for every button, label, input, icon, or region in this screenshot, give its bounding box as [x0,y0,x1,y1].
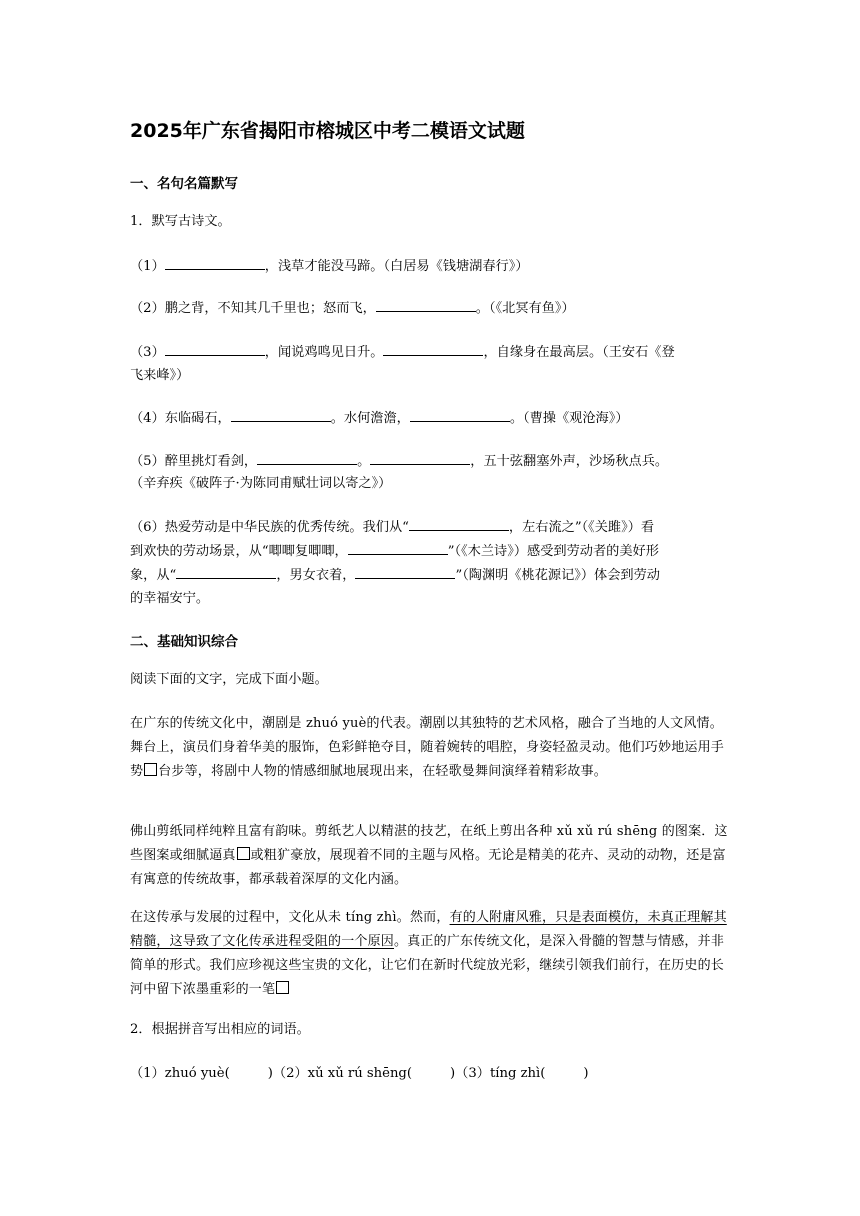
item-2-text-a: （2）鹏之背，不知其几千里也；怒而飞， [130,301,376,316]
passage-text: 。然而， [396,910,450,925]
question-1: 1．默写古诗文。 [130,214,231,229]
q2-item-3: )（3）tíng zhì( [450,1066,546,1081]
pinyin: xǔ xǔ rú shēng [556,824,658,839]
underlined-sentence: 有的人附庸风雅，只是表面模仿，未真正理解其精髓，这导致了文化传承进程受阻的一个原因 [130,910,727,949]
item-1-num: （1） [130,259,165,274]
item-6-text-f: ，男女衣着， [276,568,356,583]
answer-blank[interactable] [383,341,483,356]
document-title: 2025年广东省揭阳市榕城区中考二模语文试题 [130,120,525,142]
passage-paragraph-3 [130,906,734,1002]
question-2: 2．根据拼音写出相应的词语。 [130,1022,310,1037]
item-4-text-a: （4）东临碣石， [130,411,231,426]
item-6-line3 [130,564,730,588]
answer-blank[interactable] [355,564,455,579]
item-3-num: （3） [130,345,165,360]
answer-blank[interactable] [165,341,265,356]
item-6-line2 [130,540,730,564]
passage-text: 佛山剪纸同样纯粹且富有韵味。剪纸艺人以精湛的技艺，在纸上剪出各种 [130,824,557,839]
passage-text: 的代表。潮剧以其独特的艺术风格，融合了当地的人文风情。舞台上，演员们身着华美的服饰，色彩鲜艳夺目，随着婉转的唱腔，身姿轻盈灵动。他们巧妙地运用手势 [130,716,725,779]
item-5-line1 [130,450,730,474]
passage-paragraph-2 [130,820,734,892]
item-4-text-c: 。（曹操《观沧海》） [509,411,629,426]
passage-text: 或粗犷豪放，展现着不同的主题与风格。无论是精美的花卉、灵动的动物，还是富有寓意的传统故事，都承载着深厚的文化内涵。 [130,848,726,887]
pinyin: zhuó yuè [305,716,367,731]
answer-blank[interactable] [370,450,470,465]
answer-blank[interactable] [165,255,265,270]
punctuation-box [276,981,289,994]
answer-blank[interactable] [176,564,276,579]
item-3-line1 [130,341,730,365]
answer-blank[interactable] [257,450,357,465]
item-5-text-b: 。 [357,454,371,469]
item-4 [130,407,730,431]
question-2-items [130,1062,730,1086]
q2-item-2: )（2）xǔ xǔ rú shēng( [267,1066,413,1081]
item-6-text-e: 象，从“ [130,568,177,583]
item-2 [130,297,730,321]
reading-intro: 阅读下面的文字，完成下面小题。 [130,672,328,687]
q2-item-end: ) [583,1066,589,1081]
item-6-line1 [130,516,730,540]
section2-heading: 二、基础知识综合 [130,634,238,650]
item-6-line4: 的幸福安宁。 [130,591,210,606]
item-6-text-c: 到欢快的劳动场景，从“唧唧复唧唧， [130,544,348,559]
item-3-line2: 飞来峰》） [130,368,190,383]
passage-text: 在广东的传统文化中，潮剧是 [130,716,306,731]
q2-item-1: （1）zhuó yuè( [130,1066,230,1081]
item-6-text-g: ”（陶渊明《桃花源记》）体会到劳动 [455,568,660,583]
item-5-text-a: （5）醉里挑灯看剑， [130,454,258,469]
item-5-line2: （辛弃疾《破阵子·为陈同甫赋壮词以寄之》） [130,476,392,491]
item-6-text-d: ”（《木兰诗》）感受到劳动者的美好形 [447,544,659,559]
item-1-text: ，浅草才能没马蹄。（白居易《钱塘湖春行》） [264,259,529,274]
item-6-text-a: （6）热爱劳动是中华民族的优秀传统。我们从“ [130,520,409,535]
item-5-text-c: ，五十弦翻塞外声，沙场秋点兵。 [470,454,669,469]
answer-blank[interactable] [231,407,331,422]
answer-blank[interactable] [348,540,448,555]
item-3-text-b: ，闻说鸡鸣见日升。 [264,345,384,360]
item-4-text-b: 。水何澹澹， [330,411,410,426]
item-6-text-b: ，左右流之”（《关雎》）看 [508,520,655,535]
section1-heading: 一、名句名篇默写 [130,176,238,192]
passage-text: 在这传承与发展的过程中，文化从未 [130,910,346,925]
punctuation-box [237,847,250,860]
answer-blank[interactable] [410,407,510,422]
passage-text: 的图案．这些图案或细腻逼真 [130,824,728,863]
passage-text: 。真正的广东传统文化，是深入骨髓的智慧与情感，并非简单的形式。我们应珍视这些宝贵的文化，让它们在新时代绽放光彩，继续引领我们前行，在历史的长河中留下浓墨重彩的一笔 [130,934,725,997]
item-1 [130,255,730,279]
passage-text: 台步等，将剧中人物的情感细腻地展现出来，在轻歌曼舞间演绎着精彩故事。 [158,764,608,779]
answer-blank[interactable] [376,297,476,312]
item-3-text-c: ，自缘身在最高层。（王安石《登 [483,345,675,360]
answer-blank[interactable] [409,516,509,531]
item-2-text-b: 。（《北冥有鱼》） [475,301,575,316]
pinyin: tíng zhì [345,910,397,925]
punctuation-box [144,763,157,776]
passage-paragraph-1 [130,712,734,784]
